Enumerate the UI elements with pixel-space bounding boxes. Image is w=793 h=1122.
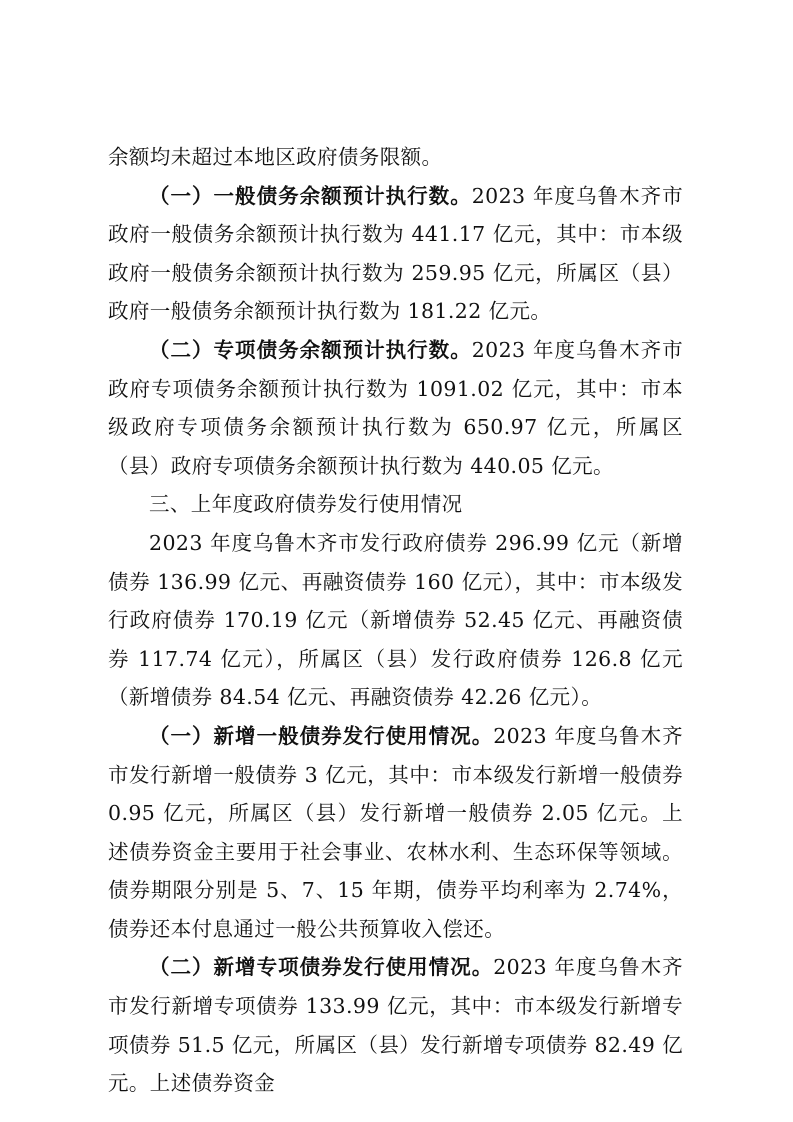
- section-heading: （一）新增一般债券发行使用情况。: [149, 723, 494, 748]
- paragraph-special-bond-issuance: [108, 948, 683, 1102]
- paragraph-general-bond-issuance: [108, 717, 683, 949]
- paragraph-text: 2023 年度乌鲁木齐市政府专项债务余额预计执行数为 1091.02 亿元，其中：市本级政府专项债务余额预计执行数为 650.97 亿元，所属区（县）政府专项债务余额预计执行数为 440.05 亿元。: [108, 337, 684, 478]
- section-heading: （一）一般债务余额预计执行数。: [149, 183, 472, 208]
- paragraph-text: 余额均未超过本地区政府债务限额。: [108, 145, 443, 169]
- paragraph-text: 2023 年度乌鲁木齐市政府一般债务余额预计执行数为 441.17 亿元，其中：市本级政府一般债务余额预计执行数为 259.95 亿元，所属区（县）政府一般债务余额预计执行数为 181.22 亿元。: [108, 183, 684, 324]
- section-heading: （二）新增专项债券发行使用情况。: [149, 955, 494, 980]
- section-title-bond-issuance: [108, 485, 683, 524]
- paragraph-text: 2023 年度乌鲁木齐市发行新增一般债券 3 亿元，其中：市本级发行新增一般债券 0.95 亿元，所属区（县）发行新增一般债券 2.05 亿元。上述债券资金主要用于社会事业、农林水利、生态环保等领域。债券期限分别是 5、7、15 年期，债券平均利率为 2.74%，债券还本付息通过一般公共预算收入偿还。: [108, 723, 683, 941]
- section-heading: （二）专项债务余额预计执行数。: [149, 337, 472, 362]
- paragraph-general-debt-balance: [108, 177, 683, 331]
- paragraph-special-debt-balance: [108, 331, 683, 485]
- section-title-text: 三、上年度政府债券发行使用情况: [149, 492, 463, 517]
- paragraph-text: 2023 年度乌鲁木齐市发行新增专项债券 133.99 亿元，其中：市本级发行新增专项债券 51.5 亿元，所属区（县）发行新增专项债券 82.49 亿元。上述债券资金: [108, 955, 683, 1096]
- paragraph-bond-issuance-summary: [108, 524, 683, 717]
- paragraph-text: 2023 年度乌鲁木齐市发行政府债券 296.99 亿元（新增债券 136.99 亿元、再融资债券 160 亿元），其中：市本级发行政府债券 170.19 亿元（新增债券 52.45 亿元、再融资债券 117.74 亿元），所属区（县）发行政府债券 126.8 亿元（新增债券 84.54 亿元、再融资债券 42.26 亿元）。: [108, 530, 683, 710]
- paragraph-debt-limit: [108, 138, 683, 177]
